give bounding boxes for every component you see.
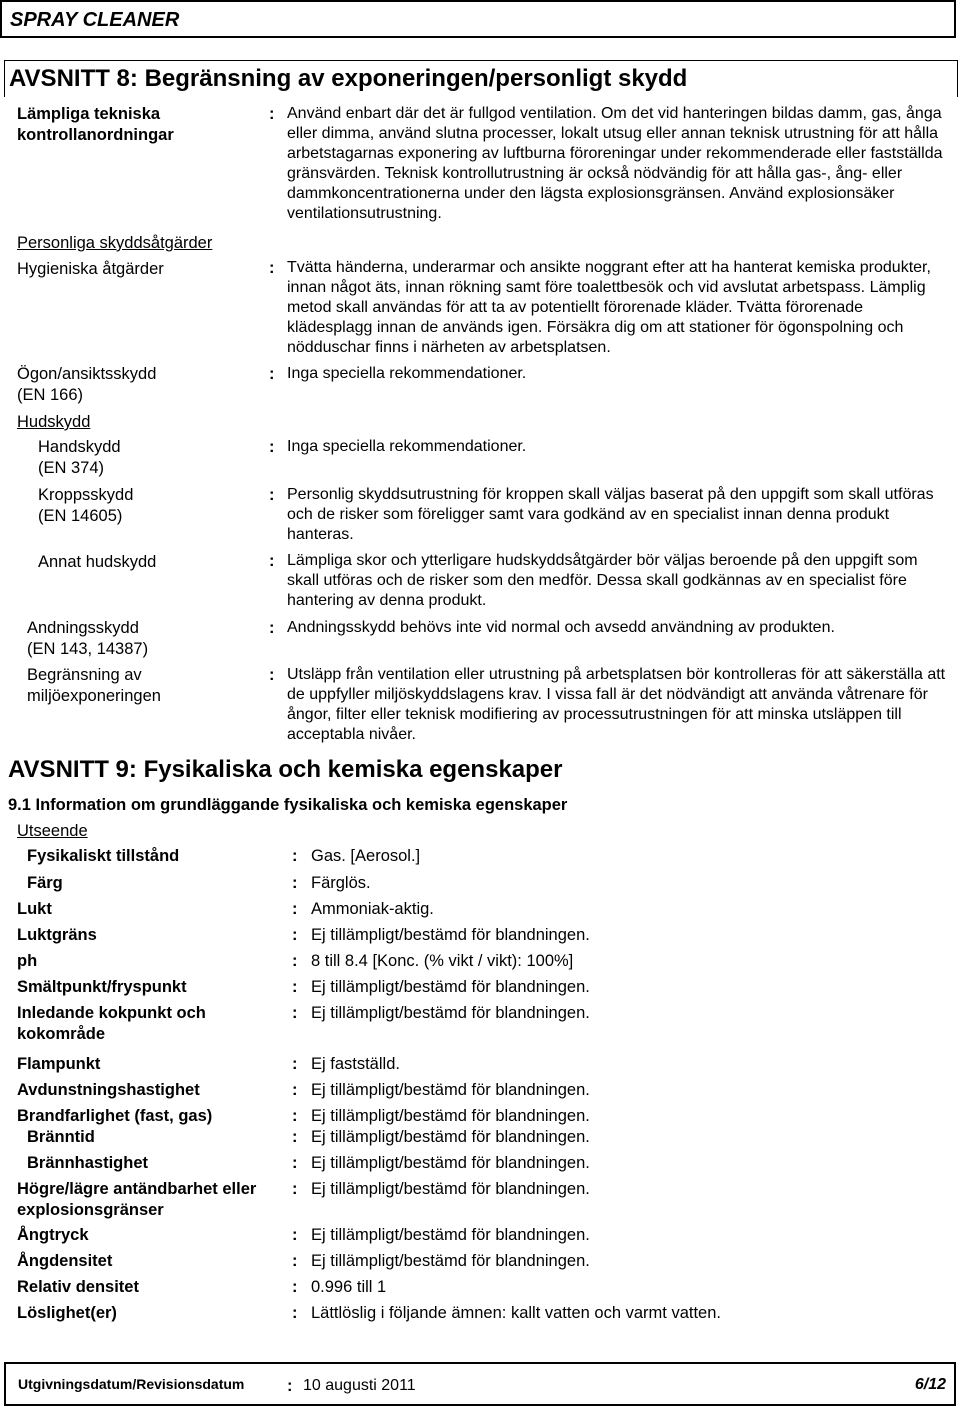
value-hygiene: Tvätta händerna, underarmar och ansikte noggrant efter att ha hanterat kemiska produkter, innan något äts, innan rökning samt före toalettbesök och vid avslutat arbetspass. Lämplig metod skall användas för att ta av potentiellt förorenade kläder. Tvätta förorenade klädesplagg innan de används igen. Försäkra dig om att stationer för ögonspolning och nödduschar finns i närheten av arbetsplatsen. <box>287 259 931 356</box>
colon: : <box>292 847 298 865</box>
colon: : <box>292 1154 298 1172</box>
property-value: Ej tillämpligt/bestämd för blandningen. <box>311 1180 590 1198</box>
property-value: Ej tillämpligt/bestämd för blandningen. <box>311 1081 590 1099</box>
label-environmental-exposure: Begränsning av miljöexponeringen <box>27 666 161 705</box>
property-value: Ej tillämpligt/bestämd för blandningen. <box>311 926 590 944</box>
heading-skin-protection: Hudskydd <box>17 413 91 431</box>
property-label: Fysikaliskt tillstånd <box>27 847 180 865</box>
property-label: Löslighet(er) <box>17 1304 117 1322</box>
property-value: Ej tillämpligt/bestämd för blandningen. <box>311 1128 590 1146</box>
section-8-title: AVSNITT 8: Begränsning av exponeringen/personligt skydd <box>9 65 688 92</box>
colon: : <box>292 900 298 918</box>
label-text: Lämpliga tekniska kontrollanordningar <box>17 105 174 144</box>
property-value: Gas. [Aerosol.] <box>311 847 421 865</box>
property-value: Ej tillämpligt/bestämd för blandningen. <box>311 1107 590 1125</box>
property-value: Ej tillämpligt/bestämd för blandningen. <box>311 1154 590 1172</box>
document-title: SPRAY CLEANER <box>10 9 180 31</box>
footer-date-value: 10 augusti 2011 <box>303 1377 416 1394</box>
property-label: Flampunkt <box>17 1055 101 1073</box>
colon: : <box>292 874 298 892</box>
colon: : <box>292 1107 298 1125</box>
colon: : <box>287 1377 293 1395</box>
property-label: Högre/lägre antändbarhet eller explosionsgränser <box>17 1180 257 1219</box>
property-value: Ej tillämpligt/bestämd för blandningen. <box>311 1004 590 1022</box>
property-value: Lättlöslig i följande ämnen: kallt vatten och varmt vatten. <box>311 1304 721 1322</box>
colon: : <box>292 978 298 996</box>
property-value: Färglös. <box>311 874 371 892</box>
property-value: Ej fastställd. <box>311 1055 400 1073</box>
colon: : <box>269 105 275 123</box>
label-eye-protection: Ögon/ansiktsskydd (EN 166) <box>17 365 157 404</box>
section-9-title: AVSNITT 9: Fysikaliska och kemiska egenskaper <box>8 756 563 783</box>
heading-appearance: Utseende <box>17 822 88 840</box>
label-body-protection: Kroppsskydd (EN 14605) <box>38 486 134 525</box>
property-label: ph <box>17 952 38 970</box>
property-label: Bränntid <box>27 1128 95 1146</box>
heading-personal-protection: Personliga skyddsåtgärder <box>17 234 213 252</box>
property-value: 0.996 till 1 <box>311 1278 387 1296</box>
value-environmental-exposure: Utsläpp från ventilation eller utrustning på arbetsplatsen bör kontrolleras för att säkerställa att de uppfyller miljöskyddslagens krav. I vissa fall är det nödvändigt att använda våtrenare för ångor, filter eller teknisk modifiering av processutrustningen för att minska utsläppen till acceptabla nivåer. <box>287 666 946 743</box>
property-label: Ångdensitet <box>17 1252 113 1270</box>
colon: : <box>269 486 275 504</box>
section-8-header <box>4 60 958 97</box>
label-respiratory-protection: Andningsskydd (EN 143, 14387) <box>27 619 149 658</box>
colon: : <box>292 1304 298 1322</box>
colon: : <box>269 666 275 684</box>
value-engineering-controls: Använd enbart där det är fullgod ventilation. Om det vid hanteringen bildas damm, gas, ånga eller dimma, använd slutna processer, lokalt utsug eller annan teknisk utrustning för att hålla arbetstagarnas exponering av luftburna föroreningar under rekommenderade eller fastställda gränsvärden. Teknisk kontrollutrustning är också nödvändig för att hålla gas-, ång- eller dammkoncentrationerna under den lägsta explosionsgränsen. Använd explosionsäker ventilationsutrustning. <box>287 105 943 222</box>
property-label: Ångtryck <box>17 1226 89 1244</box>
colon: : <box>292 1055 298 1073</box>
value-body-protection: Personlig skyddsutrustning för kroppen skall väljas baserat på den uppgift som skall utföras och de risker som föreligger samt vara godkänd av en specialist innan denna produkt hanteras. <box>287 486 934 543</box>
document-header <box>0 0 956 38</box>
property-value: Ej tillämpligt/bestämd för blandningen. <box>311 978 590 996</box>
colon: : <box>292 1128 298 1146</box>
property-label: Färg <box>27 874 63 892</box>
value-hand-protection: Inga speciella rekommendationer. <box>287 438 527 455</box>
label-hygiene: Hygieniska åtgärder <box>17 260 164 278</box>
colon: : <box>269 552 275 570</box>
label-other-skin-protection: Annat hudskydd <box>38 553 157 571</box>
property-label: Lukt <box>17 900 52 918</box>
colon: : <box>292 926 298 944</box>
property-value: 8 till 8.4 [Konc. (% vikt / vikt): 100%] <box>311 952 574 970</box>
colon: : <box>292 1226 298 1244</box>
section-9-subtitle: 9.1 Information om grundläggande fysikaliska och kemiska egenskaper <box>8 796 568 814</box>
property-label: Avdunstningshastighet <box>17 1081 200 1099</box>
colon: : <box>292 1180 298 1198</box>
value-respiratory-protection: Andningsskydd behövs inte vid normal och avsedd användning av produkten. <box>287 619 835 636</box>
property-label: Inledande kokpunkt och kokområde <box>17 1004 206 1043</box>
label-hand-protection: Handskydd (EN 374) <box>38 438 121 477</box>
page-footer <box>4 1362 956 1406</box>
colon: : <box>269 438 275 456</box>
property-value: Ammoniak-aktig. <box>311 900 434 918</box>
property-label: Brännhastighet <box>27 1154 149 1172</box>
colon: : <box>269 619 275 637</box>
value-other-skin-protection: Lämpliga skor och ytterligare hudskyddsåtgärder bör väljas beroende på den uppgift som skall utföras och de risker som den medför. Dessa skall godkännas av en specialist före hantering av denna produkt. <box>287 552 918 609</box>
value-eye-protection: Inga speciella rekommendationer. <box>287 365 527 382</box>
colon: : <box>292 1278 298 1296</box>
colon: : <box>269 365 275 383</box>
label-engineering-controls <box>17 104 174 146</box>
footer-date-label: Utgivningsdatum/Revisionsdatum <box>18 1376 245 1392</box>
colon: : <box>292 952 298 970</box>
property-label: Luktgräns <box>17 926 97 944</box>
colon: : <box>292 1252 298 1270</box>
property-label: Relativ densitet <box>17 1278 139 1296</box>
colon: : <box>269 259 275 277</box>
colon: : <box>292 1081 298 1099</box>
colon: : <box>292 1004 298 1022</box>
property-value: Ej tillämpligt/bestämd för blandningen. <box>311 1226 590 1244</box>
page-number: 6/12 <box>914 1376 946 1393</box>
property-label: Brandfarlighet (fast, gas) <box>17 1107 213 1125</box>
property-label: Smältpunkt/fryspunkt <box>17 978 187 996</box>
property-value: Ej tillämpligt/bestämd för blandningen. <box>311 1252 590 1270</box>
